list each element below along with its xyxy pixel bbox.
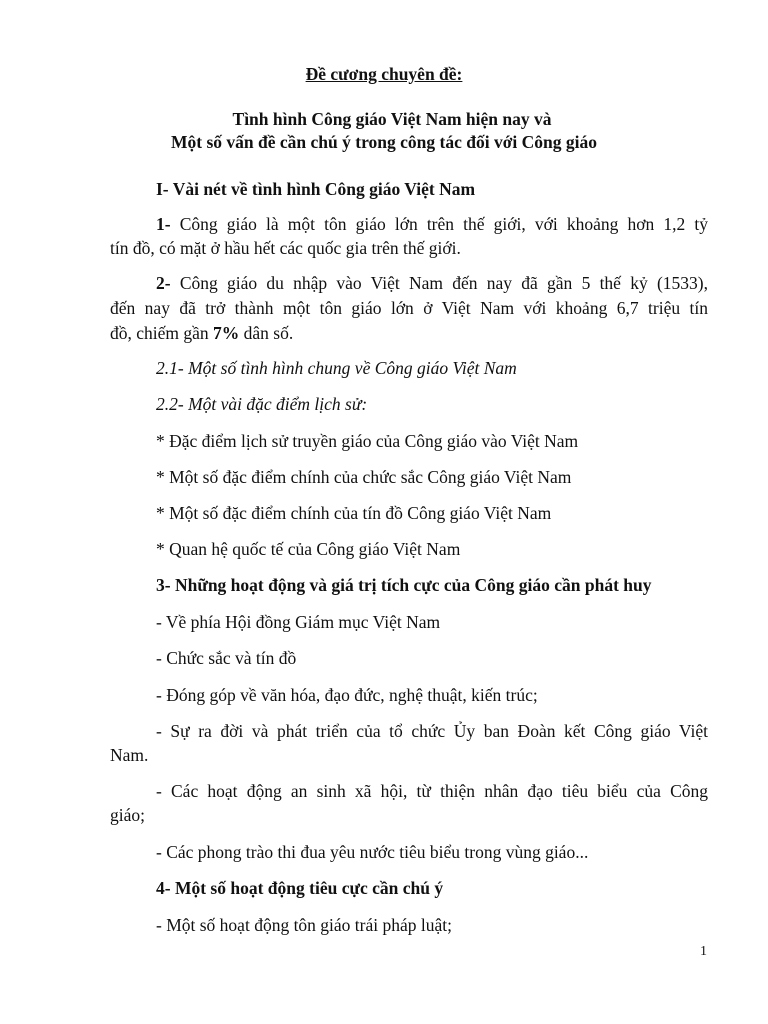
paragraph-1-number: 1- (156, 214, 171, 234)
section-3-heading: 3- Những hoạt động và giá trị tích cực của Công giáo cần phát huy (156, 575, 652, 595)
section-3-item-4-line-1: - Sự ra đời và phát triển của tổ chức Ủy ban Đoàn kết Công giáo Việt (156, 721, 708, 741)
subsection-2-1: 2.1- Một số tình hình chung về Công giáo Việt Nam (156, 358, 517, 378)
section-1-heading: I- Vài nét về tình hình Công giáo Việt Nam (156, 179, 476, 199)
paragraph-2-number: 2- (156, 273, 171, 293)
bullet-item: * Một số đặc điểm chính của tín đồ Công giáo Việt Nam (156, 503, 552, 523)
section-4-heading: 4- Một số hoạt động tiêu cực cần chú ý (156, 878, 444, 898)
section-3-item-4-line-2: Nam. (110, 745, 149, 765)
page-number: 1 (700, 944, 707, 959)
paragraph-2-line-2: đến nay đã trở thành một tôn giáo lớn ở Việt Nam với khoảng 6,7 triệu tín (110, 298, 708, 318)
bullet-item: * Một số đặc điểm chính của chức sắc Công giáo Việt Nam (156, 467, 572, 487)
section-3-item: - Đóng góp về văn hóa, đạo đức, nghệ thuật, kiến trúc; (156, 685, 538, 705)
paragraph-1-line-2: tín đồ, có mặt ở hầu hết các quốc gia trên thế giới. (110, 238, 461, 258)
percent-value: 7% (213, 323, 240, 343)
section-3-item-5-line-2: giáo; (110, 805, 145, 825)
title-line-2: Một số vấn đề cần chú ý trong công tác đối với Công giáo (171, 132, 597, 152)
section-3-item: - Về phía Hội đồng Giám mục Việt Nam (156, 612, 441, 632)
paragraph-2-line-3-text: đồ, chiếm gần (110, 323, 214, 343)
paragraph-1-line-1 (156, 212, 708, 236)
section-3-item-6: - Các phong trào thi đua yêu nước tiêu biểu trong vùng giáo... (156, 842, 589, 862)
bullet-item: * Đặc điểm lịch sử truyền giáo của Công giáo vào Việt Nam (156, 431, 579, 451)
section-3-item: - Chức sắc và tín đồ (156, 648, 297, 668)
subsection-2-2: 2.2- Một vài đặc điểm lịch sử: (156, 394, 368, 414)
paragraph-2-line-3-end: dân số. (239, 323, 294, 343)
paragraph-2-line-3 (110, 321, 293, 345)
section-4-item: - Một số hoạt động tôn giáo trái pháp luật; (156, 915, 452, 935)
title-line-1: Tình hình Công giáo Việt Nam hiện nay và (232, 109, 552, 129)
section-3-item-5-line-1: - Các hoạt động an sinh xã hội, từ thiện nhân đạo tiêu biểu của Công (156, 781, 708, 801)
bullet-item: * Quan hệ quốc tế của Công giáo Việt Nam (156, 539, 461, 559)
paragraph-2-line-1 (156, 271, 708, 295)
paragraph-1-text: Công giáo là một tôn giáo lớn trên thế giới, với khoảng hơn 1,2 tỷ (170, 214, 708, 234)
paragraph-2-text: Công giáo du nhập vào Việt Nam đến nay đã gần 5 thế kỷ (1533), (170, 273, 708, 293)
document-heading: Đề cương chuyên đề: (305, 64, 463, 84)
